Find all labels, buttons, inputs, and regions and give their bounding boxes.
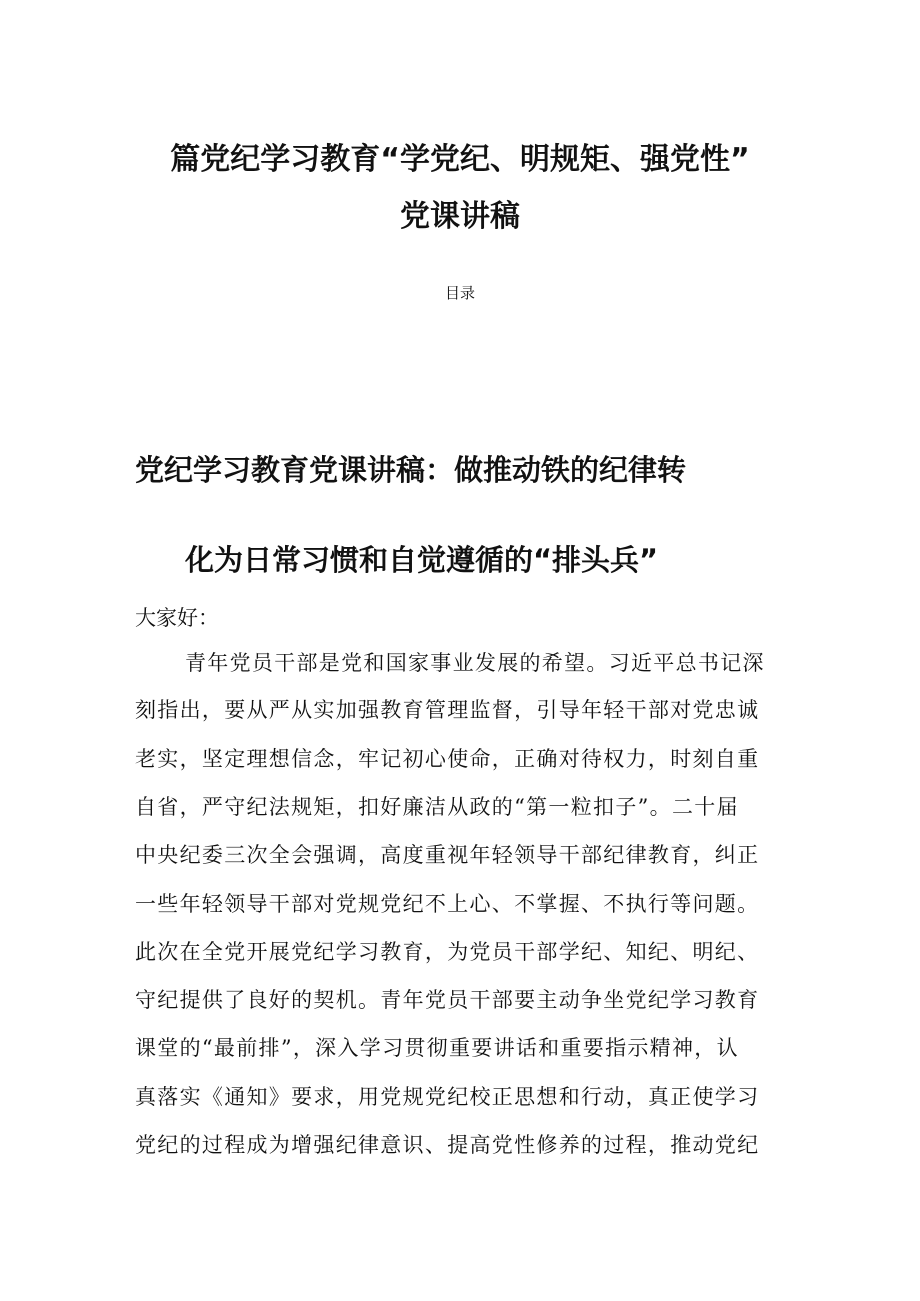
section-title-line-2: 化为日常习惯和自觉遵循的“排头兵”	[185, 543, 659, 577]
body-line: 老实，坚定理想信念，牢记初心使命，正确对待权力，时刻自重	[135, 747, 760, 771]
body-line: 一些年轻领导干部对党规党纪不上心、不掌握、不执行等问题。	[135, 892, 760, 916]
body-line: 自省，严守纪法规矩，扣好廉洁从政的“第一粒扣子”。二十届	[135, 795, 739, 819]
body-line: 党纪的过程成为增强纪律意识、提高党性修养的过程，推动党纪	[135, 1133, 760, 1157]
document-title-line-1: 篇党纪学习教育“学党纪、明规矩、强党性”	[170, 142, 750, 177]
greeting: 大家好：	[135, 606, 219, 630]
body-line: 刻指出，要从严从实加强教育管理监督，引导年轻干部对党忠诚	[135, 698, 760, 722]
table-of-contents-label: 目录	[444, 284, 475, 302]
section-title-line-1: 党纪学习教育党课讲稿：做推动铁的纪律转	[135, 453, 687, 487]
body-line: 课堂的“最前排”，深入学习贯彻重要讲话和重要指示精神，认	[135, 1036, 739, 1060]
body-line: 真落实《通知》要求，用党规党纪校正思想和行动，真正使学习	[135, 1085, 760, 1109]
body-line: 此次在全党开展党纪学习教育，为党员干部学纪、知纪、明纪、	[135, 940, 760, 964]
body-line: 中央纪委三次全会强调，高度重视年轻领导干部纪律教育，纠正	[135, 843, 760, 867]
document-title-line-2: 党课讲稿	[400, 199, 520, 234]
body-line: 青年党员干部是党和国家事业发展的希望。习近平总书记深	[185, 651, 765, 675]
body-line: 守纪提供了良好的契机。青年党员干部要主动争坐党纪学习教育	[135, 988, 760, 1012]
